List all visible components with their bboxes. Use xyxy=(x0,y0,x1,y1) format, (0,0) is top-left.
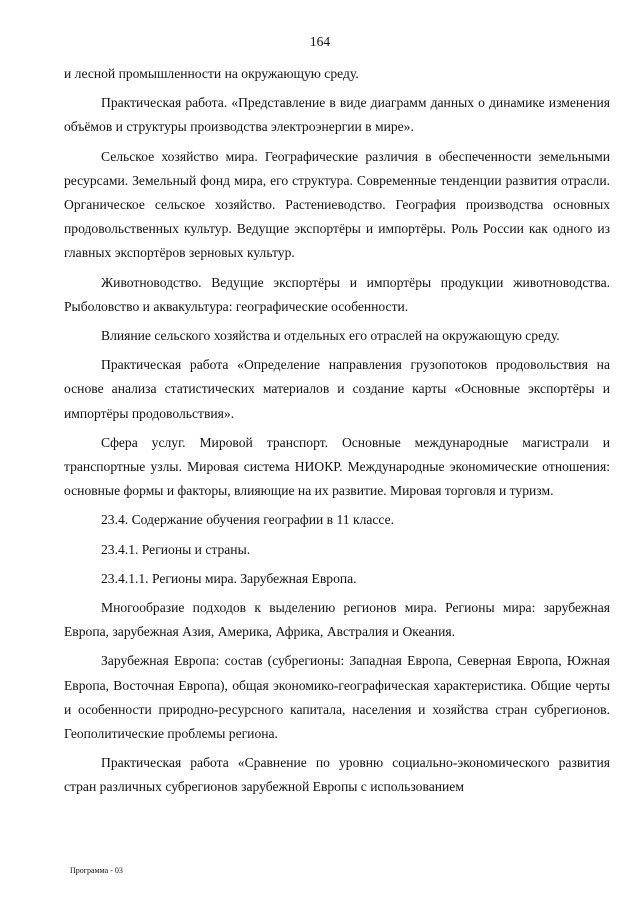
section-heading-23-4: 23.4. Содержание обучения географии в 11 классе. xyxy=(101,512,395,528)
paragraph-services: Сфера услуг. Мировой транспорт. Основные международные магистрали и транспортные узлы. Мировая система НИОКР. Международные экономические отношения: основные формы и факторы, влияющие на их развитие. Мировая торговля и туризм. xyxy=(64,434,610,499)
paragraph-foreign-europe: Зарубежная Европа: состав (субрегионы: Западная Европа, Северная Европа, Южная Европа, Восточная Европа), общая экономико-географическая характеристика. Общие черты и особенности природно-ресурсного капитала, населения и хозяйства стран субрегионов. Геополитические проблемы региона. xyxy=(64,653,610,742)
body-text xyxy=(64,62,610,805)
paragraph-agriculture-impact: Влияние сельского хозяйства и отдельных его отраслей на окружающую среду. xyxy=(101,328,560,344)
section-heading-23-4-1: 23.4.1. Регионы и страны. xyxy=(101,541,251,557)
section-heading-23-4-1-1: 23.4.1.1. Регионы мира. Зарубежная Европа. xyxy=(101,570,357,586)
paragraph-world-regions: Многообразие подходов к выделению регионов мира. Регионы мира: зарубежная Европа, зарубежная Азия, Америка, Африка, Австралия и Океания. xyxy=(64,600,610,640)
page-number: 164 xyxy=(309,34,331,49)
paragraph-livestock: Животноводство. Ведущие экспортёры и импортёры продукции животноводства. Рыболовство и аквакультура: географические особенности. xyxy=(64,274,610,314)
paragraph-practical-work-electricity: Практическая работа. «Представление в виде диаграмм данных о динамике изменения объёмов и структуры производства электроэнергии в мире». xyxy=(64,95,610,135)
paragraph-practical-work-food-flows: Практическая работа «Определение направления грузопотоков продовольствия на основе анализа статистических материалов и создание карты «Основные экспортёры и импортёры продовольствия». xyxy=(64,357,610,421)
footer-program-label: Программа - 03 xyxy=(70,866,123,875)
paragraph-practical-work-europe: Практическая работа «Сравнение по уровню социально-экономического развития стран различных субрегионов зарубежной Европы с использованием xyxy=(64,755,610,795)
paragraph-agriculture: Сельское хозяйство мира. Географические различия в обеспеченности земельными ресурсами. Земельный фонд мира, его структура. Современные тенденции развития отрасли. Органическое сельское хозяйство. Растениеводство. География производства основных продовольственных культур. Ведущие экспортёры и импортёры. Роль России как одного из главных экспортёров зерновых культур. xyxy=(64,148,610,261)
paragraph-environment-impact-end: и лесной промышленности на окружающую среду. xyxy=(64,66,359,81)
